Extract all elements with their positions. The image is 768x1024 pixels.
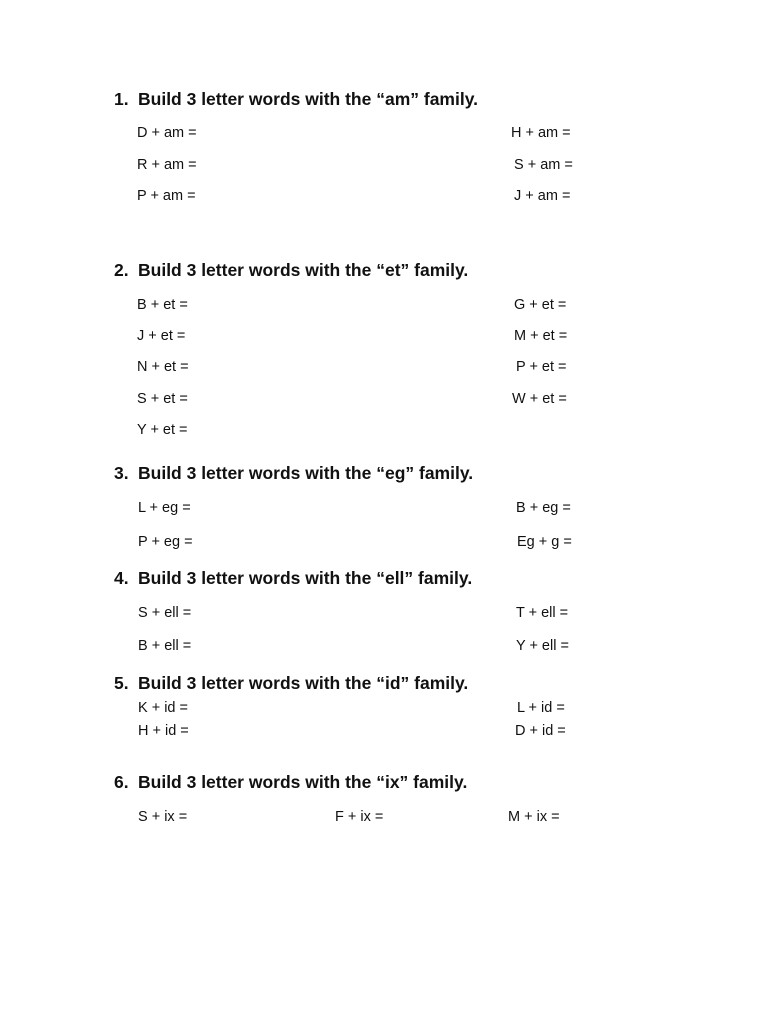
- word-problem: N + et =: [137, 359, 189, 375]
- word-problem: S + am =: [514, 157, 573, 173]
- word-problem: G + et =: [514, 297, 567, 313]
- word-problem: K + id =: [138, 700, 188, 716]
- section-title: Build 3 letter words with the “am” family.: [138, 89, 479, 109]
- word-problem: Y + et =: [137, 422, 188, 438]
- word-problem: L + id =: [517, 700, 565, 716]
- word-problem: H + am =: [511, 125, 571, 141]
- section-heading-ell: [114, 567, 472, 589]
- section-number: 1.: [114, 89, 129, 109]
- section-heading-et: [114, 259, 468, 281]
- word-problem: R + am =: [137, 157, 197, 173]
- word-problem: S + ell =: [138, 605, 192, 621]
- word-problem: D + id =: [515, 723, 566, 739]
- word-problem: W + et =: [512, 391, 567, 407]
- word-problem: B + eg =: [516, 500, 571, 516]
- word-problem: D + am =: [137, 125, 197, 141]
- word-problem: S + et =: [137, 391, 188, 407]
- word-problem: F + ix =: [335, 809, 384, 825]
- word-problem: M + ix =: [508, 809, 560, 825]
- word-problem: P + et =: [516, 359, 567, 375]
- section-number: 3.: [114, 463, 129, 483]
- section-title: Build 3 letter words with the “ell” family.: [138, 568, 473, 588]
- section-title: Build 3 letter words with the “ix” family.: [138, 772, 468, 792]
- word-problem: B + ell =: [138, 638, 192, 654]
- section-number: 5.: [114, 673, 129, 693]
- section-title: Build 3 letter words with the “id” family.: [138, 673, 469, 693]
- section-heading-ix: [114, 771, 467, 793]
- section-number: 6.: [114, 772, 129, 792]
- word-problem: M + et =: [514, 328, 568, 344]
- section-title: Build 3 letter words with the “eg” family.: [138, 463, 474, 483]
- word-problem: B + et =: [137, 297, 188, 313]
- word-problem: J + et =: [137, 328, 186, 344]
- word-problem: L + eg =: [138, 500, 191, 516]
- word-problem: P + eg =: [138, 534, 193, 550]
- word-problem: Eg + g =: [517, 534, 572, 550]
- word-problem: T + ell =: [516, 605, 569, 621]
- section-title: Build 3 letter words with the “et” family.: [138, 260, 469, 280]
- word-problem: Y + ell =: [516, 638, 569, 654]
- section-number: 4.: [114, 568, 129, 588]
- section-heading-eg: [114, 462, 473, 484]
- word-problem: J + am =: [514, 188, 571, 204]
- section-heading-id: [114, 672, 468, 694]
- word-problem: S + ix =: [138, 809, 188, 825]
- section-heading-am: [114, 88, 478, 110]
- word-problem: H + id =: [138, 723, 189, 739]
- word-problem: P + am =: [137, 188, 196, 204]
- section-number: 2.: [114, 260, 129, 280]
